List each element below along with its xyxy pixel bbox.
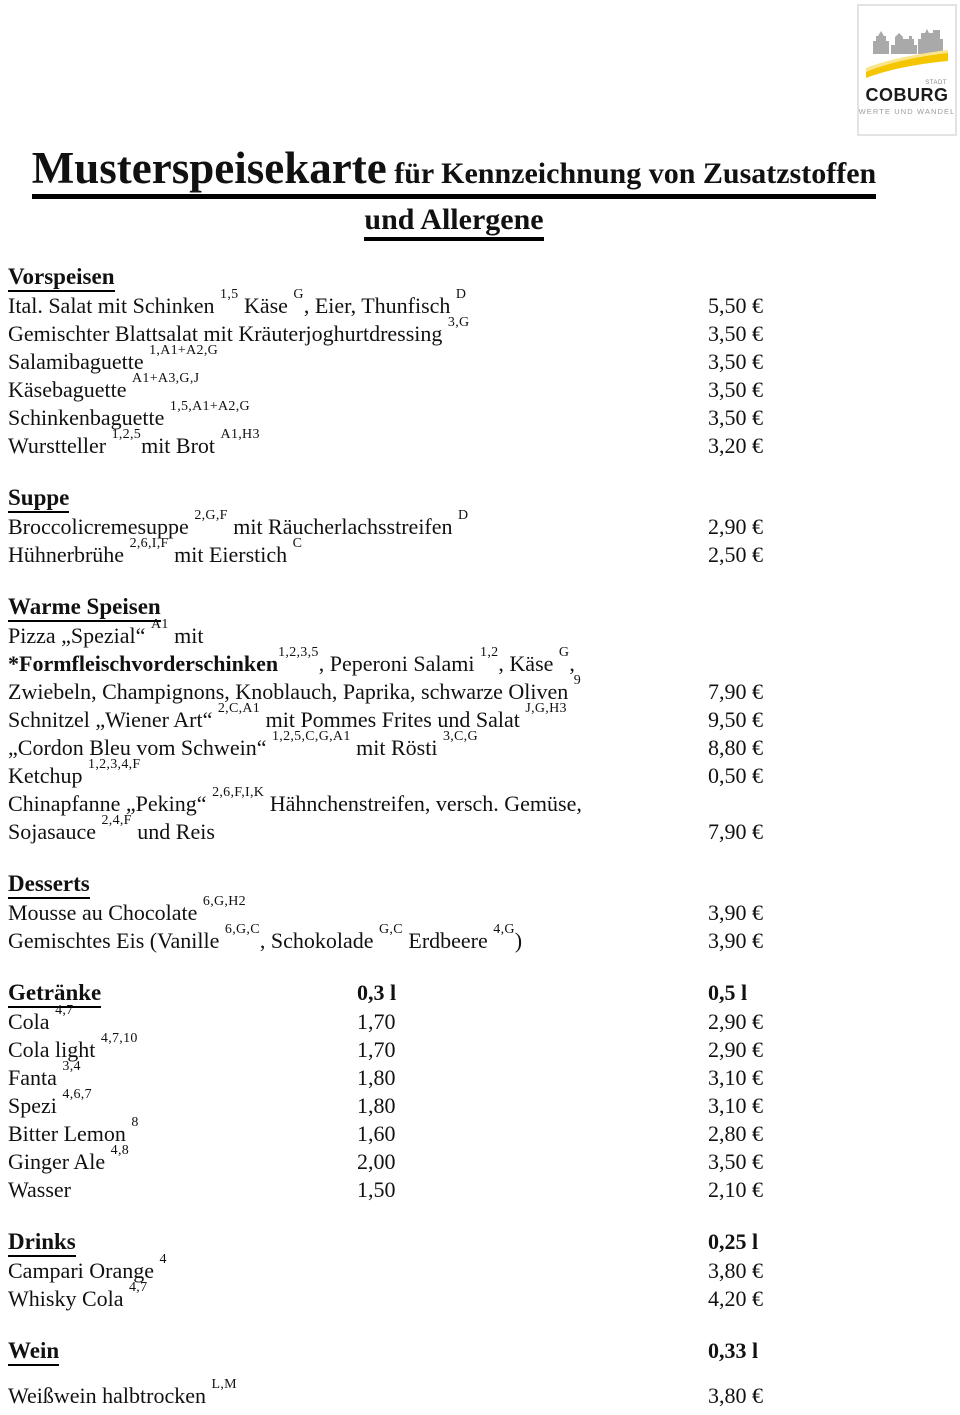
allergen-code: 1,2,3,5 — [278, 644, 319, 660]
price-large-size: 3,50 € — [708, 1149, 763, 1174]
item-text: Schnitzel „Wiener Art“ — [8, 707, 218, 732]
section-header-row — [8, 593, 940, 622]
price-small-size: 1,70 — [357, 1037, 396, 1062]
allergen-code: L,M — [211, 1376, 237, 1392]
allergen-code: 1,A1+A2,G — [149, 342, 219, 358]
allergen-code: 4,6,7 — [62, 1086, 92, 1102]
size-label: 0,25 l — [708, 1229, 759, 1254]
title-subtitle: für Kennzeichnung von Zusatzstoffen — [386, 157, 877, 190]
menu-item-row — [8, 1376, 940, 1410]
title-main: Musterspeisekarte — [31, 143, 387, 193]
allergen-code: 1,2,5 — [111, 426, 142, 442]
item-text: Weißwein halbtrocken — [8, 1383, 212, 1408]
item-name — [8, 314, 708, 348]
allergen-code: 2,G,F — [194, 507, 228, 523]
item-name — [8, 426, 708, 460]
menu-item-row — [8, 426, 940, 460]
allergen-code: D — [455, 286, 467, 302]
item-text: mit — [168, 623, 204, 648]
item-name — [8, 672, 708, 706]
section-header-row — [8, 484, 940, 513]
item-text: und Reis — [131, 819, 215, 844]
size-label — [708, 283, 940, 284]
price-large-size: 2,80 € — [708, 1121, 763, 1146]
city-skyline-icon — [866, 14, 948, 78]
item-text: , Schokolade — [259, 928, 380, 953]
item-text: mit Pommes Frites und Salat — [260, 707, 526, 732]
price — [708, 810, 940, 811]
menu-item-row — [8, 1030, 940, 1064]
price: 7,90 € — [708, 679, 763, 704]
item-text: Fanta — [8, 1065, 63, 1090]
menu-item-row — [8, 728, 940, 762]
item-text: „Cordon Bleu vom Schwein“ — [8, 735, 272, 760]
page-title — [8, 143, 940, 241]
size-label — [708, 504, 940, 505]
title-line2-text: und Allergene — [364, 205, 543, 241]
item-text: , Peperoni Salami — [318, 651, 481, 676]
menu-item-row — [8, 1058, 940, 1092]
section-heading: Suppe — [8, 485, 69, 513]
allergen-code: 8 — [131, 1114, 139, 1130]
allergen-code: 4,G — [493, 921, 515, 937]
item-text: ) — [514, 928, 523, 953]
section-heading: Warme Speisen — [8, 594, 161, 622]
allergen-code: 2,C,A1 — [217, 700, 261, 716]
menu-item-row — [8, 1142, 940, 1176]
item-text: Whisky Cola — [8, 1286, 129, 1311]
item-text-bold: *Formfleischvorderschinken — [8, 651, 279, 676]
allergen-code: A1,H3 — [220, 426, 260, 442]
allergen-code: 1,5,A1+A2,G — [169, 398, 250, 414]
price: 2,90 € — [708, 514, 763, 539]
menu-item-row — [8, 1176, 940, 1204]
item-text: , Eier, Thunfisch — [303, 293, 456, 318]
item-name — [8, 1142, 357, 1176]
price — [708, 642, 940, 643]
allergen-code: 4,7,10 — [100, 1030, 138, 1046]
item-name — [8, 700, 708, 734]
menu-section-desserts — [8, 870, 940, 955]
item-name — [8, 921, 708, 955]
menu-item-row — [8, 535, 940, 569]
menu-item-row — [8, 812, 940, 846]
item-name — [8, 812, 708, 846]
size-label — [708, 890, 940, 891]
size-label: 0,33 l — [708, 1338, 759, 1363]
allergen-code: 1,2,5,C,G,A1 — [271, 728, 351, 744]
allergen-code: 2,6,I,F — [129, 535, 169, 551]
item-text: Schinkenbaguette — [8, 405, 170, 430]
item-text: Wurstteller — [8, 433, 112, 458]
section-heading: Vorspeisen — [8, 264, 115, 292]
allergen-code: 1,2,3,4,F — [88, 756, 141, 772]
item-name — [8, 1251, 708, 1285]
item-text: Gemischter Blattsalat mit Kräuterjoghurtdressing — [8, 321, 448, 346]
allergen-code: A1+A3,G,J — [132, 370, 200, 386]
item-text: Pizza „Spezial“ — [8, 623, 151, 648]
allergen-code: C — [292, 535, 303, 551]
menu-item-row — [8, 756, 940, 790]
item-text: Spezi — [8, 1093, 63, 1118]
logo-stadt-label: STADT — [925, 80, 947, 86]
item-name — [8, 644, 708, 678]
menu-section-warme-speisen — [8, 593, 940, 846]
menu-item-row — [8, 1279, 940, 1313]
item-text: Bitter Lemon — [8, 1121, 132, 1146]
blank-line-spacer — [8, 1366, 940, 1382]
allergen-code: 1,2 — [480, 644, 499, 660]
column-header-large-size: 0,5 l — [708, 980, 748, 1005]
allergen-code: A1 — [150, 616, 169, 632]
menu-item-row — [8, 1086, 940, 1120]
menu-item-row — [8, 616, 940, 650]
item-text: Gemischtes Eis (Vanille — [8, 928, 225, 953]
menu-item-row — [8, 1002, 940, 1036]
item-text: Cola light — [8, 1037, 101, 1062]
menu-item-row — [8, 370, 940, 404]
menu-item-row — [8, 921, 940, 955]
item-text: mit Räucherlachsstreifen — [227, 514, 459, 539]
allergen-code: J,G,H3 — [525, 700, 567, 716]
allergen-code: 4,7 — [129, 1279, 148, 1295]
size-label — [708, 613, 940, 614]
price: 3,90 € — [708, 928, 763, 953]
price-small-size: 1,70 — [357, 1009, 396, 1034]
menu-section-wein — [8, 1337, 940, 1410]
menu-item-row — [8, 893, 940, 927]
price: 3,50 € — [708, 405, 763, 430]
title-line-1 — [8, 143, 900, 199]
item-name — [8, 342, 708, 376]
item-text: Hühnerbrühe — [8, 542, 130, 567]
item-text: Zwiebeln, Champignons, Knoblauch, Paprika, schwarze Oliven — [8, 679, 574, 704]
title-line-2 — [8, 205, 900, 241]
price: 3,80 € — [708, 1383, 763, 1408]
item-text: Campari Orange — [8, 1258, 160, 1283]
price-large-size: 2,90 € — [708, 1037, 763, 1062]
item-name — [8, 616, 708, 650]
menu-item-row — [8, 1251, 940, 1285]
price — [708, 670, 940, 671]
menu-section-drinks — [8, 1228, 940, 1313]
item-text: mit Eierstich — [168, 542, 293, 567]
item-name — [8, 1002, 357, 1036]
item-text: Mousse au Chocolate — [8, 900, 203, 925]
item-text: , — [569, 651, 575, 676]
item-name — [8, 1176, 357, 1204]
allergen-code: D — [458, 507, 469, 523]
menu-item-row — [8, 672, 940, 706]
price-small-size: 1,60 — [357, 1121, 396, 1146]
price: 3,90 € — [708, 900, 763, 925]
menu-section-getraenke — [8, 979, 940, 1204]
section-header-row — [8, 1228, 940, 1257]
menu-section-suppe — [8, 484, 940, 569]
allergen-code: G,C — [379, 921, 403, 937]
item-text: Käsebaguette — [8, 377, 132, 402]
price-large-size: 2,90 € — [708, 1009, 763, 1034]
price: 3,80 € — [708, 1258, 763, 1283]
item-name — [8, 1279, 708, 1313]
price: 9,50 € — [708, 707, 763, 732]
item-name — [8, 507, 708, 541]
price: 4,20 € — [708, 1286, 763, 1311]
item-name — [8, 756, 708, 790]
section-heading: Getränke — [8, 980, 101, 1008]
menu-item-row — [8, 398, 940, 432]
item-text: Ital. Salat mit Schinken — [8, 293, 221, 318]
section-heading: Desserts — [8, 871, 90, 899]
item-text: , Käse — [498, 651, 559, 676]
price: 3,50 € — [708, 321, 763, 346]
column-header-small-size: 0,3 l — [357, 980, 397, 1005]
price-large-size: 2,10 € — [708, 1177, 763, 1202]
price-small-size: 2,00 — [357, 1149, 396, 1174]
item-text: Sojasauce — [8, 819, 102, 844]
allergen-code: 3,G — [447, 314, 470, 330]
logo-tagline: WERTE UND WANDEL — [858, 107, 956, 116]
item-text: Chinapfanne „Peking“ — [8, 791, 213, 816]
section-heading: Wein — [8, 1338, 59, 1366]
coburg-logo — [857, 4, 957, 136]
item-name — [8, 286, 708, 320]
price-small-size: 1,80 — [357, 1093, 396, 1118]
price: 8,80 € — [708, 735, 763, 760]
section-header-row — [8, 870, 940, 899]
item-name — [8, 1376, 708, 1410]
menu-section-vorspeisen — [8, 263, 940, 460]
price-large-size: 3,10 € — [708, 1093, 763, 1118]
allergen-code: G — [293, 286, 304, 302]
item-text: mit Brot — [141, 433, 221, 458]
item-text: Wasser — [8, 1177, 71, 1202]
allergen-code: 3,C,G — [442, 728, 478, 744]
allergen-code: G — [558, 644, 570, 660]
item-text: Käse — [238, 293, 294, 318]
price: 3,50 € — [708, 349, 763, 374]
item-text: Ketchup — [8, 763, 89, 788]
logo-brand-text: COBURG — [865, 85, 949, 105]
allergen-code: 2,4,F — [101, 812, 132, 828]
section-header-row — [8, 263, 940, 292]
section-header-row — [8, 1337, 940, 1366]
item-name — [8, 893, 708, 927]
menu-item-row — [8, 1114, 940, 1148]
menu-item-row — [8, 784, 940, 818]
price-small-size: 1,50 — [357, 1177, 396, 1202]
allergen-code: 1,5 — [220, 286, 239, 302]
price: 3,50 € — [708, 377, 763, 402]
item-text: Ginger Ale — [8, 1149, 111, 1174]
price: 5,50 € — [708, 293, 763, 318]
item-name — [8, 1030, 357, 1064]
menu-sections — [8, 263, 940, 1410]
section-header-row — [8, 979, 940, 1008]
item-name — [8, 1086, 357, 1120]
item-text: Erdbeere — [402, 928, 494, 953]
allergen-code: 6,G,H2 — [202, 893, 246, 909]
item-name — [8, 535, 708, 569]
allergen-code: 4,7 — [55, 1002, 74, 1018]
allergen-code: 6,G,C — [224, 921, 260, 937]
item-text: Cola — [8, 1009, 56, 1034]
price: 3,20 € — [708, 433, 763, 458]
price-small-size: 1,80 — [357, 1065, 396, 1090]
price: 7,90 € — [708, 819, 763, 844]
item-name — [8, 1114, 357, 1148]
allergen-code: 4,8 — [110, 1142, 130, 1158]
section-heading: Drinks — [8, 1229, 76, 1257]
item-text: Broccolicremesuppe — [8, 514, 195, 539]
price: 2,50 € — [708, 542, 763, 567]
item-text: Hähnchenstreifen, versch. Gemüse, — [264, 791, 582, 816]
menu-item-row — [8, 286, 940, 320]
menu-item-row — [8, 314, 940, 348]
item-text: Salamibaguette — [8, 349, 150, 374]
price-large-size: 3,10 € — [708, 1065, 763, 1090]
price: 0,50 € — [708, 763, 763, 788]
item-name — [8, 1058, 357, 1092]
allergen-code: 4 — [159, 1251, 167, 1267]
allergen-code: 3,4 — [62, 1058, 81, 1074]
menu-item-row — [8, 644, 940, 678]
allergen-code: 2,6,F,I,K — [212, 784, 265, 800]
item-text: mit Rösti — [350, 735, 443, 760]
item-name — [8, 370, 708, 404]
allergen-code: 9 — [573, 672, 582, 688]
